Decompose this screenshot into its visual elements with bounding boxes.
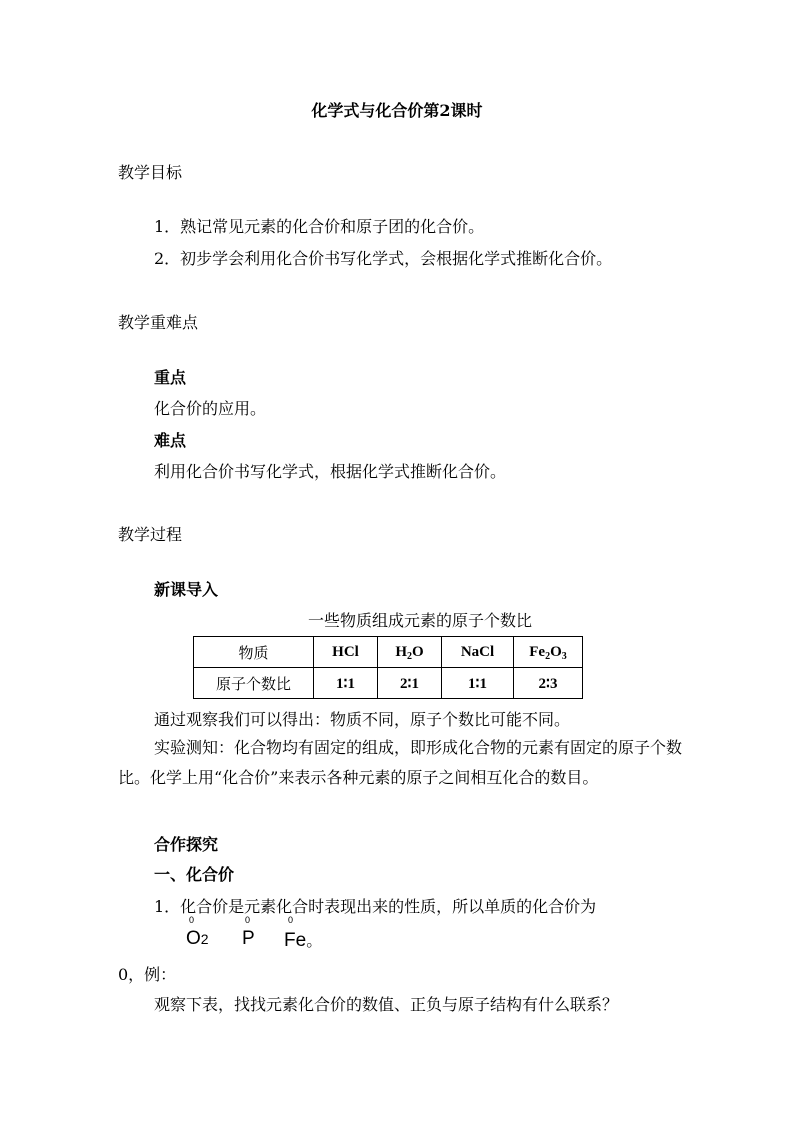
valence-zero-o2: 0	[189, 915, 195, 925]
table-cell	[378, 637, 442, 668]
table-cell	[514, 637, 583, 668]
table-cell	[442, 668, 514, 699]
substance-fe2o3-subscript-fe: 2	[545, 650, 551, 662]
section-heading-objectives: 教学目标	[118, 163, 183, 182]
section-heading-process: 教学过程	[118, 525, 183, 544]
ratio-hcl: 1∶1	[336, 675, 355, 692]
element-o: O	[186, 928, 201, 949]
table-row	[194, 668, 583, 699]
row-header-ratio: 原子个数比	[215, 674, 291, 693]
objective-item-2: 2．初步学会利用化合价书写化学式，会根据化学式推断化合价。	[154, 249, 613, 268]
ratio-fe2o3: 2∶3	[538, 675, 558, 692]
key-point-text: 化合价的应用。	[154, 399, 267, 418]
table-cell	[314, 668, 378, 699]
valence-zero-fe: 0	[288, 915, 294, 925]
table-header-cell	[194, 637, 314, 668]
valence-zero-p: 0	[245, 915, 251, 925]
substance-h2o-h: H	[395, 643, 407, 660]
key-point-label: 重点	[154, 368, 187, 387]
intro-label: 新课导入	[154, 580, 219, 599]
sentence-end: 。	[306, 931, 323, 950]
element-fe: Fe	[284, 930, 307, 951]
substance-fe2o3-subscript-o: 3	[561, 650, 567, 662]
element-o-subscript: 2	[200, 931, 209, 947]
table-cell	[442, 637, 514, 668]
substance-fe2o3-fe: Fe	[529, 643, 546, 660]
valence-example-fe	[284, 915, 323, 952]
difficult-point-text: 利用化合价书写化学式，根据化学式推断化合价。	[154, 462, 507, 481]
table-cell	[514, 668, 583, 699]
ratio-h2o: 2∶1	[400, 675, 419, 692]
difficult-point-label: 难点	[154, 431, 187, 450]
zero-example-prefix: 0，例：	[118, 965, 177, 984]
page-title: 化学式与化合价第2课时	[311, 101, 483, 120]
valence-example-o2	[186, 915, 209, 950]
substance-nacl: NaCl	[460, 643, 495, 660]
substance-hcl: HCl	[332, 643, 359, 660]
point-1-text: 1．化合价是元素化合时表现出来的性质，所以单质的化合价为	[154, 897, 597, 916]
element-p: P	[242, 928, 255, 949]
substance-fe2o3-o: O	[550, 643, 562, 660]
table-header-cell	[194, 668, 314, 699]
row-header-substance: 物质	[238, 643, 269, 662]
cooperation-label: 合作探究	[154, 835, 219, 854]
substance-h2o-subscript: 2	[407, 650, 412, 662]
valence-example-p	[242, 915, 255, 950]
objective-item-1: 1．熟记常见元素的化合价和原子团的化合价。	[154, 217, 485, 236]
table-cell	[378, 668, 442, 699]
atom-ratio-table	[193, 636, 583, 699]
table-row	[194, 637, 583, 668]
table-cell	[314, 637, 378, 668]
table-caption: 一些物质组成元素的原子个数比	[307, 611, 532, 630]
paragraph-experiment: 实验测知：化合物均有固定的组成，即形成化合物的元素有固定的原子个数比。化学上用“化合价”来表示各种元素的原子之间相互化合的数目。	[118, 738, 683, 787]
substance-h2o-o: O	[412, 643, 424, 660]
paragraph-observation: 通过观察我们可以得出：物质不同，原子个数比可能不同。	[154, 710, 571, 729]
paragraph-table-hint: 观察下表，找找元素化合价的数值、正负与原子结构有什么联系？	[154, 995, 619, 1014]
ratio-nacl: 1∶1	[468, 675, 487, 692]
section-heading-key-points: 教学重难点	[118, 313, 199, 332]
sub-heading-valence: 一、化合价	[154, 865, 235, 884]
